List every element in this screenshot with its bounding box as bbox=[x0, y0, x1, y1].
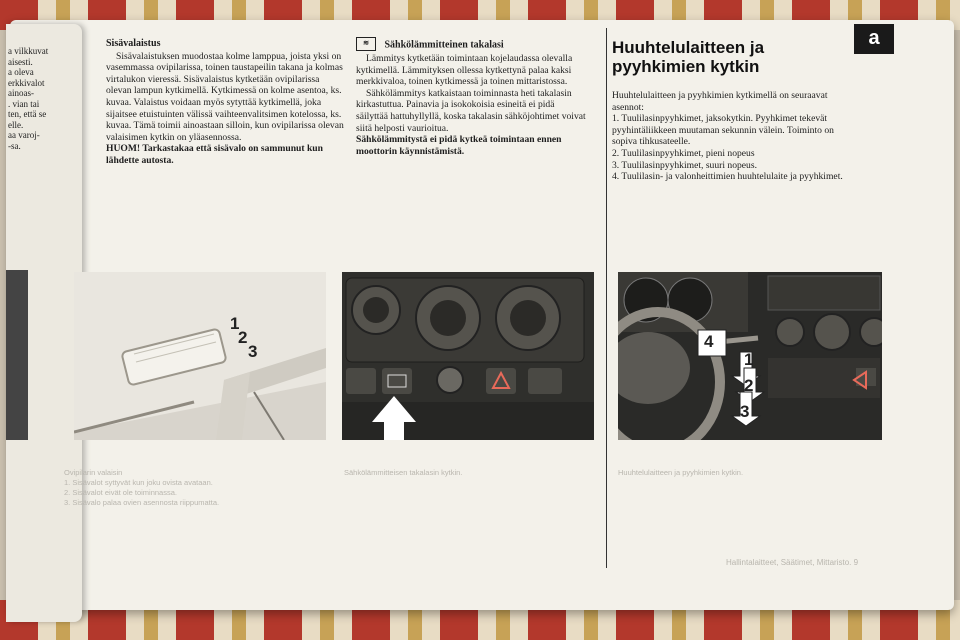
page-footer: Hallintalaitteet, Säätimet, Mittaristo. 9 bbox=[726, 558, 859, 567]
rear-defrost-switch-photo bbox=[342, 272, 594, 440]
section-badge: a bbox=[854, 24, 894, 54]
interior-light-section bbox=[106, 38, 346, 167]
rear-defrost-section bbox=[356, 38, 588, 157]
wiper-position-3: 3. Tuulilasinpyyhkimet, suuri nopeus. bbox=[612, 159, 757, 171]
wiper-position-2: 2. Tuulilasinpyyhkimet, pieni nopeus bbox=[612, 147, 755, 159]
wiper-switch-caption: Huuhtelulaitteen ja pyyhkimien kytkin. bbox=[618, 468, 744, 477]
lamp-position-1: 1 bbox=[230, 314, 240, 333]
manual-spread bbox=[10, 20, 954, 610]
wiper-position-4: 4. Tuulilasin- ja valonheittimien huuhtelulaite ja pyyhkimet. bbox=[612, 171, 843, 183]
wiper-switch-title: Huuhtelulaitteen ja pyyhkimien kytkin bbox=[612, 38, 765, 76]
interior-light-body: Sisävalaistuksen muodostaa kolme lamppua, joista yksi on vasemmassa ovipilarissa, toinen taustapeilin takana ja kolmas virtalukon vieressä. Sisävalaistus kytketään ovipilarissa olevan lampun kytkimellä. Kytkimessä on kolme asentoa, ks. kuvaa. Valaistus voidaan myös sytyttää kytkimellä, joka sijaitsee etuistuinten välissä vaihteenvalitsimen kotelossa, ks. kuvaa. Tämä toimii ainoastaan silloin, kun ovipilarissa olevan valaisimen kytkin on yläasennossa. bbox=[106, 50, 344, 143]
wiper-label-1: 1 bbox=[744, 350, 754, 369]
wiper-label-4: 4 bbox=[704, 332, 714, 351]
previous-page-photo bbox=[6, 270, 28, 440]
previous-page-text: a vilkkuvat aisesti. a oleva erkkivalot ainoas- . vian tai ten, että se elle. aa varoj- -sa. bbox=[8, 46, 49, 151]
rear-defrost-icon: ≋ bbox=[356, 37, 376, 51]
lamp-position-2: 2 bbox=[238, 328, 248, 347]
rear-defrost-para1: Lämmitys kytketään toimintaan kojelaudassa olevalla kytkimellä. Lämmityksen ollessa kytkettynä palaa kaksi merkkivaloa, toinen kytkimessä ja toinen mittaristossa. bbox=[356, 53, 573, 88]
door-pillar-lamp-caption: Ovipilarin valaisin 1. Sisävalot syttyvät kun joku ovista avataan. 2. Sisävalot eivät ole toiminnassa. 3. Sisävalo palaa ovien asennosta riippumatta. bbox=[64, 468, 220, 507]
lamp-position-3: 3 bbox=[248, 342, 258, 361]
column-divider bbox=[606, 28, 607, 568]
rear-defrost-heading: Sähkölämmitteinen takalasi bbox=[384, 39, 504, 51]
wiper-label-2: 2 bbox=[744, 376, 754, 395]
wiper-switch-intro: Huuhtelulaitteen ja pyyhkimien kytkimellä on seuraavat asennot: bbox=[612, 90, 828, 113]
wiper-switch-section bbox=[612, 38, 848, 183]
interior-light-warning: HUOM! Tarkastakaa että sisävalo on sammunut kun lähdette autosta. bbox=[106, 143, 323, 166]
rear-defrost-caption: Sähkölämmitteisen takalasin kytkin. bbox=[344, 468, 463, 477]
wiper-label-3: 3 bbox=[740, 402, 750, 421]
rear-defrost-heading-row bbox=[356, 38, 588, 52]
wiper-switch-photo bbox=[618, 272, 882, 440]
rear-defrost-warning: Sähkölämmitystä ei pidä kytkeä toimintaan ennen moottorin käynnistämistä. bbox=[356, 134, 562, 157]
door-pillar-lamp-photo bbox=[74, 272, 326, 440]
heater-controls-illustration bbox=[342, 272, 594, 440]
door-pillar-lamp-illustration bbox=[74, 272, 326, 440]
interior-light-heading: Sisävalaistus bbox=[106, 38, 161, 49]
wiper-position-1: 1. Tuulilasinpyyhkimet, jaksokytkin. Pyyhkimet tekevät pyyhintäliikkeen muutaman sekunnin välein. Toiminto on sopiva tihkusateelle. bbox=[612, 113, 834, 148]
page bbox=[64, 20, 950, 610]
rear-defrost-para2: Sähkölämmitys katkaistaan toiminnasta heti takalasin kirkastuttua. Painavia ja isokokoisia esineitä ei pidä säilyttää hattuhyllyllä, koska takalasin sähköjohtimet voivat siitä helposti vaurioitua. bbox=[356, 87, 586, 134]
